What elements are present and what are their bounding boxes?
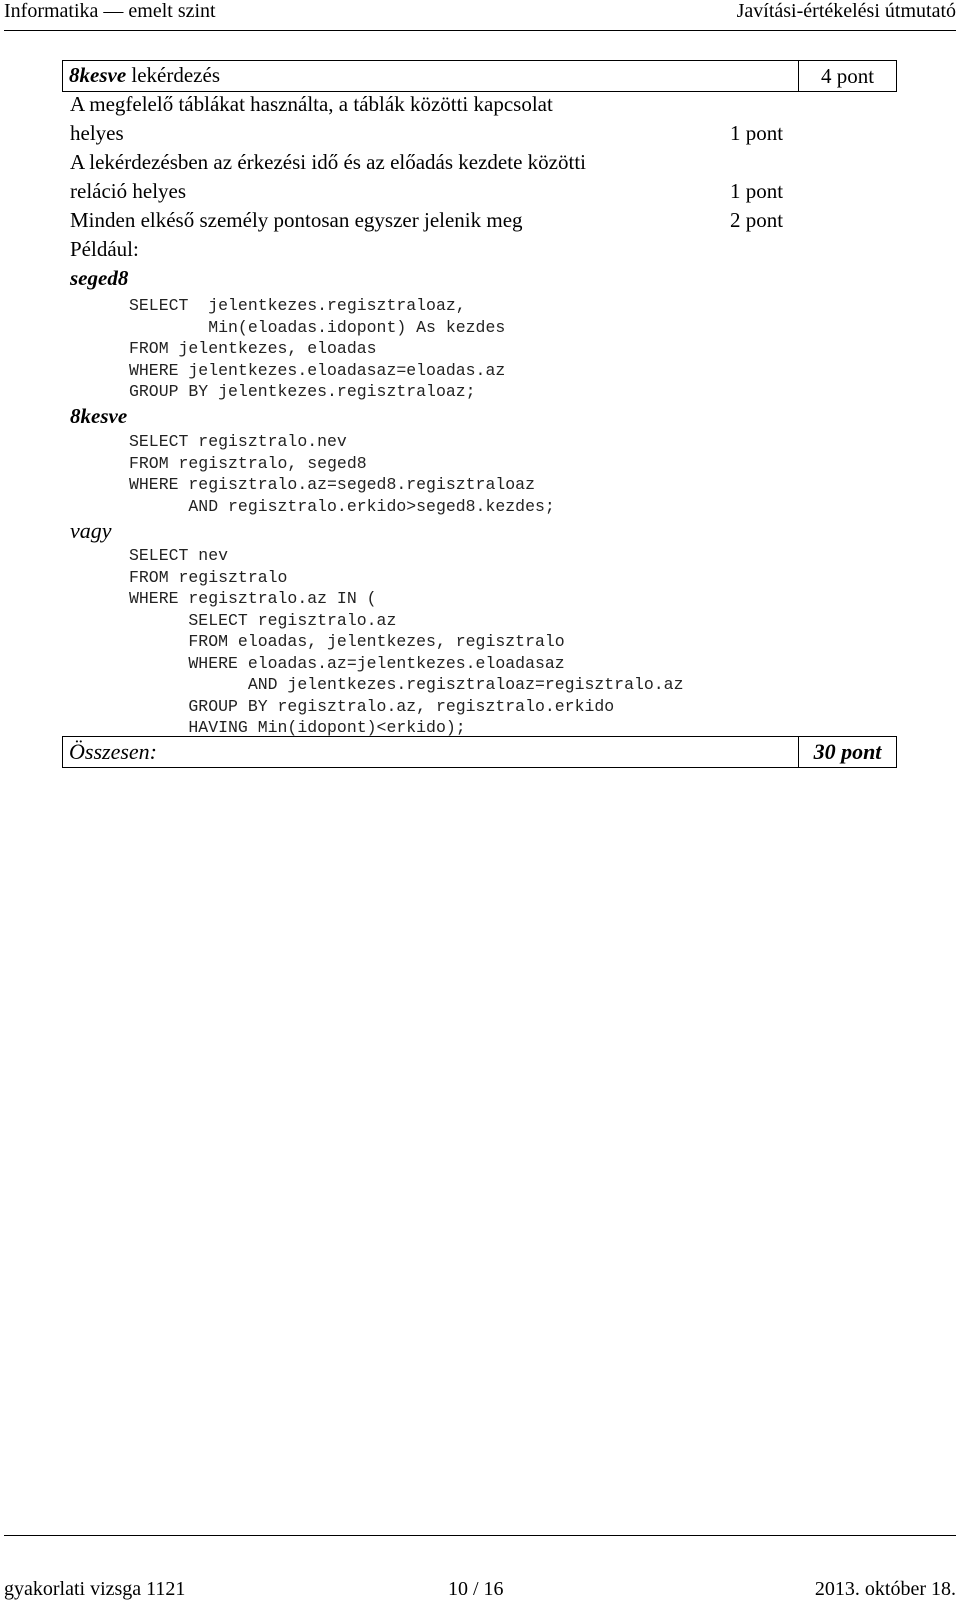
- kesve-code-line-4: AND regisztralo.erkido>seged8.kezdes;: [129, 496, 555, 516]
- alt-code-line-3: WHERE regisztralo.az IN (: [129, 589, 377, 608]
- alt-code-line-2: FROM regisztralo: [129, 567, 288, 587]
- alt-code-line-4: SELECT regisztralo.az: [129, 610, 397, 630]
- criterion-1-points: 1 pont: [730, 121, 784, 145]
- total-row: [62, 736, 897, 768]
- task-title-name: 8kesve: [69, 63, 127, 87]
- footer-exam: gyakorlati vizsga 1121: [4, 1578, 186, 1600]
- total-label: Összesen:: [69, 739, 157, 764]
- criterion-2-line1: A lekérdezésben az érkezési idő és az előadás kezdete közötti: [70, 150, 586, 174]
- alt-code-line-1: SELECT nev: [129, 546, 229, 565]
- criterion-2-points: 1 pont: [730, 179, 784, 203]
- kesve-code-line-3: WHERE regisztralo.az=seged8.regisztraloaz: [129, 475, 535, 494]
- or-label: vagy: [70, 518, 112, 543]
- criterion-1-line2: helyes: [70, 121, 124, 145]
- footer-date: 2013. október 18.: [814, 1578, 956, 1600]
- task-title-row: [62, 60, 897, 92]
- kesve-code-line-2: FROM regisztralo, seged8: [129, 453, 367, 473]
- task-title: [69, 63, 220, 88]
- alt-code-line-5: FROM eloadas, jelentkezes, regisztralo: [129, 632, 565, 651]
- seged8-code-line-1: SELECT jelentkezes.regisztraloaz,: [129, 296, 466, 315]
- criterion-3-points: 2 pont: [730, 208, 784, 232]
- example-label: Például:: [70, 237, 139, 261]
- task-title-points: 4 pont: [798, 61, 896, 91]
- alt-code-line-7: AND jelentkezes.regisztraloaz=regisztralo.az: [129, 675, 684, 694]
- alt-code-line-9: HAVING Min(idopont)<erkido);: [129, 718, 466, 737]
- kesve-code-line-1: SELECT regisztralo.nev: [129, 432, 347, 451]
- footer-rule: [4, 1535, 956, 1536]
- seged8-label: seged8: [70, 266, 129, 290]
- alt-code-line-8: GROUP BY regisztralo.az, regisztralo.erkido: [129, 696, 615, 716]
- seged8-code-line-5: GROUP BY jelentkezes.regisztraloaz;: [129, 382, 476, 401]
- footer-page-number: 10 / 16: [448, 1578, 504, 1600]
- seged8-code-line-3: FROM jelentkezes, eloadas: [129, 339, 377, 358]
- page-header: [0, 0, 960, 34]
- seged8-code-line-4: WHERE jelentkezes.eloadasaz=eloadas.az: [129, 360, 506, 380]
- criterion-3-line1: Minden elkéső személy pontosan egyszer jelenik meg: [70, 208, 523, 232]
- alt-code-line-6: WHERE eloadas.az=jelentkezes.eloadasaz: [129, 653, 565, 673]
- criterion-2-line2: reláció helyes: [70, 179, 187, 203]
- criterion-1-line1: A megfelelő táblákat használta, a táblák közötti kapcsolat: [70, 92, 553, 116]
- kesve-label: 8kesve: [70, 404, 128, 428]
- header-subject: Informatika — emelt szint: [4, 0, 216, 22]
- header-rule: [4, 30, 956, 31]
- task-title-rest: lekérdezés: [126, 63, 220, 87]
- header-doc-type: Javítási-értékelési útmutató: [736, 0, 956, 22]
- total-points: 30 pont: [798, 737, 896, 767]
- seged8-code-line-2: Min(eloadas.idopont) As kezdes: [129, 317, 506, 337]
